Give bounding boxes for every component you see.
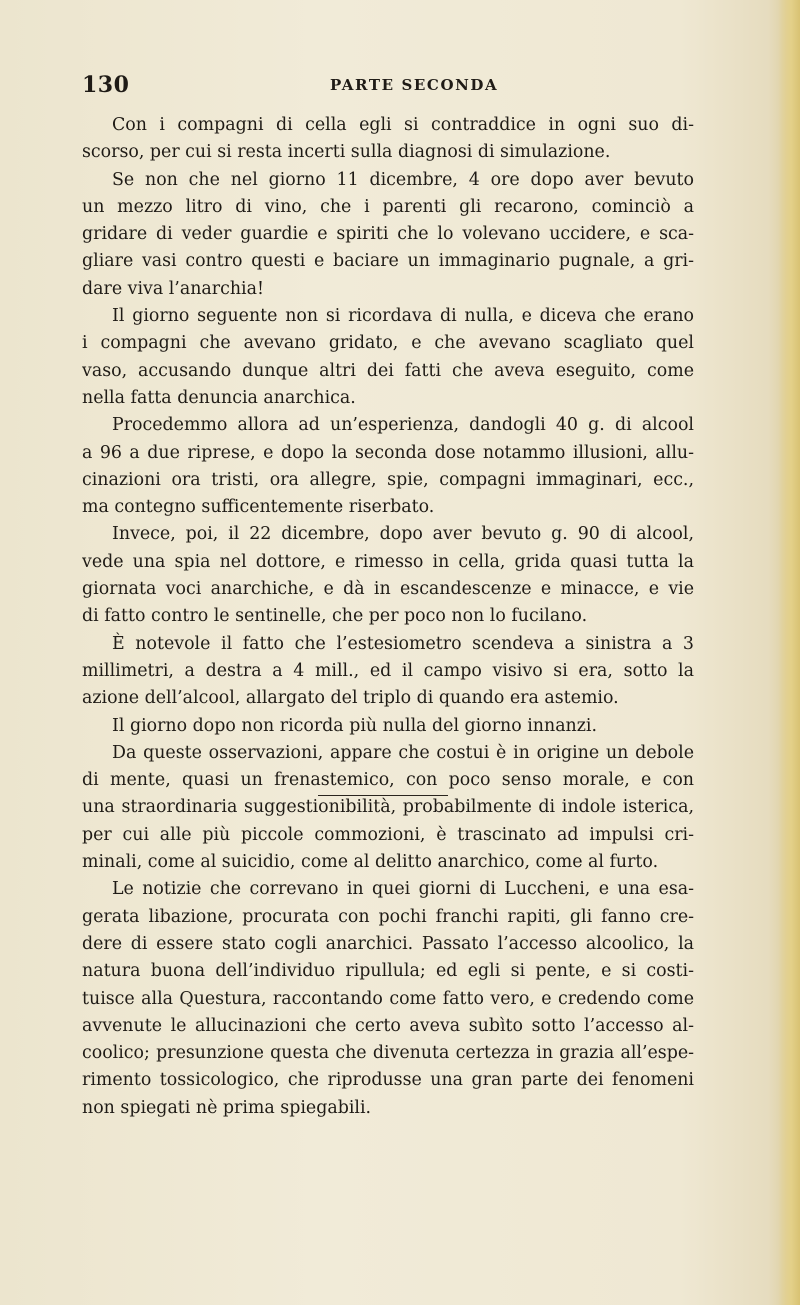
text-line: È notevole il fatto che l’estesiometro scendeva a sinistra a 3 (112, 633, 694, 654)
text-line: vede una spia nel dottore, e rimesso in cella, grida quasi tutta la (82, 551, 694, 572)
page-number: 130 (82, 72, 130, 98)
text-line: una straordinaria suggestionibilità, probabilmente di indole isterica, (82, 797, 694, 818)
text-line: gliare vasi contro questi e baciare un immaginario pugnale, a gri- (82, 251, 694, 272)
text-line: scorso, per cui si resta incerti sulla diagnosi di simulazione. (82, 142, 611, 163)
page-header (82, 72, 694, 102)
text-line: Da queste osservazioni, appare che costui è in origine un debole (112, 742, 694, 763)
text-line: Invece, poi, il 22 dicembre, dopo aver bevuto g. 90 di alcool, (112, 524, 694, 545)
text-line: millimetri, a destra a 4 mill., ed il campo visivo si era, sotto la (82, 660, 694, 681)
text-line: Se non che nel giorno 11 dicembre, 4 ore dopo aver bevuto (112, 169, 694, 190)
text-line: rimento tossicologico, che riprodusse una gran parte dei fenomeni (82, 1070, 694, 1091)
text-line: gerata libazione, procurata con pochi franchi rapiti, gli fanno cre- (82, 906, 694, 927)
text-line: gridare di veder guardie e spiriti che lo volevano uccidere, e sca- (82, 224, 694, 245)
body-text (82, 112, 694, 1122)
text-line: Le notizie che correvano in quei giorni di Luccheni, e una esa- (112, 879, 694, 900)
text-line: a 96 a due riprese, e dopo la seconda dose notammo illusioni, allu- (82, 442, 694, 463)
text-line: Il giorno dopo non ricorda più nulla del giorno innanzi. (112, 715, 598, 736)
text-line: vaso, accusando dunque altri dei fatti che aveva eseguito, come (82, 360, 694, 381)
text-line: i compagni che avevano gridato, e che avevano scagliato quel (82, 333, 694, 354)
text-line: dare viva l’anarchia! (82, 278, 264, 299)
text-line: azione dell’alcool, allargato del triplo di quando era astemio. (82, 688, 619, 709)
text-line: ma contegno sufficentemente riserbato. (82, 497, 435, 518)
text-line: nella fatta denuncia anarchica. (82, 387, 356, 408)
text-line: dere di essere stato cogli anarchici. Passato l’accesso alcoolico, la (82, 933, 694, 954)
page-edge-discoloration (778, 0, 800, 1305)
text-line: un mezzo litro di vino, che i parenti gli recarono, cominciò a (82, 196, 694, 217)
text-line: avvenute le allucinazioni che certo aveva subìto sotto l’accesso al- (82, 1015, 694, 1036)
text-line: natura buona dell’individuo ripullula; ed egli si pente, e si costi- (82, 961, 694, 982)
text-line: cinazioni ora tristi, ora allegre, spie, compagni immaginari, ecc., (82, 469, 694, 490)
text-line: Procedemmo allora ad un’esperienza, dandogli 40 g. di alcool (112, 415, 694, 436)
text-line: coolico; presunzione questa che divenuta certezza in grazia all’espe- (82, 1043, 694, 1064)
text-line: tuisce alla Questura, raccontando come fatto vero, e credendo come (82, 988, 694, 1009)
text-line: di fatto contro le sentinelle, che per poco non lo fucilano. (82, 606, 588, 627)
text-line: Il giorno seguente non si ricordava di nulla, e diceva che erano (112, 306, 694, 327)
section-end-rule (318, 795, 448, 796)
text-line: di mente, quasi un frenastemico, con poco senso morale, e con (82, 770, 694, 791)
text-line: giornata voci anarchiche, e dà in escandescenze e minacce, e vie (82, 579, 694, 600)
running-head: PARTE SECONDA (330, 76, 499, 94)
text-line: Con i compagni di cella egli si contraddice in ogni suo di- (112, 115, 694, 135)
text-line: non spiegati nè prima spiegabili. (82, 1097, 372, 1118)
text-line: per cui alle più piccole commozioni, è trascinato ad impulsi cri- (82, 824, 694, 845)
text-line: minali, come al suicidio, come al delitto anarchico, come al furto. (82, 852, 659, 873)
